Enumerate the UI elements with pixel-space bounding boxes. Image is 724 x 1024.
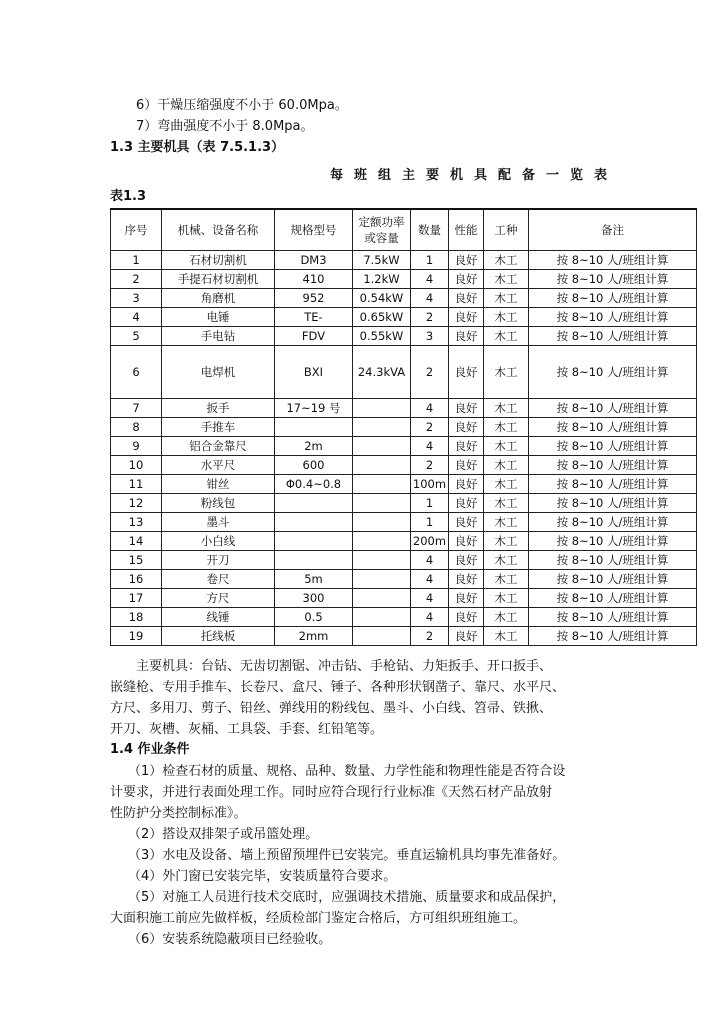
cell-name: 卷尺 [162,570,275,589]
cell-quantity: 3 [411,327,449,346]
cell-trade: 木工 [484,494,529,513]
main-tools-line: 主要机具：台钻、无齿切割锯、冲击钻、手枪钻、力矩扳手、开口扳手、 [136,659,553,674]
table-row [111,513,697,532]
cell-index: 18 [111,608,162,627]
cell-condition: 良好 [449,251,484,270]
table-row [111,437,697,456]
cell-quantity: 4 [411,270,449,289]
condition-line: （5）对施工人员进行技术交底时，应强调技术措施、质量要求和成品保护， [128,890,566,905]
table-label: 表1.3 [110,189,147,204]
cell-model: 2m [275,437,353,456]
cell-power: 0.55kW [353,327,411,346]
cell-remark: 按 8~10 人/班组计算 [529,570,697,589]
table-row [111,456,697,475]
cell-power [353,494,411,513]
cell-index: 17 [111,589,162,608]
cell-model [275,418,353,437]
cell-name: 小白线 [162,532,275,551]
cell-name: 墨斗 [162,513,275,532]
cell-remark: 按 8~10 人/班组计算 [529,437,697,456]
item-7-text: 7）弯曲强度不小于 8.0Mpa。 [136,119,314,134]
equipment-table [110,208,697,646]
condition-line: 性防护分类控制标准》。 [110,806,247,821]
cell-name: 角磨机 [162,289,275,308]
cell-model: 5m [275,570,353,589]
cell-quantity: 4 [411,551,449,570]
cell-trade: 木工 [484,456,529,475]
cell-model: 2mm [275,627,353,646]
section-1-4-heading: 1.4 作业条件 [110,742,190,757]
item-6-text: 6）干燥压缩强度不小于 60.0Mpa。 [136,98,348,113]
cell-condition: 良好 [449,270,484,289]
table-row [111,475,697,494]
cell-trade: 木工 [484,327,529,346]
cell-model: 952 [275,289,353,308]
table-row [111,551,697,570]
cell-condition: 良好 [449,627,484,646]
cell-remark: 按 8~10 人/班组计算 [529,289,697,308]
cell-name: 铝合金靠尺 [162,437,275,456]
cell-power: 24.3kVA [353,346,411,399]
header-model: 规格型号 [275,209,353,251]
cell-quantity: 2 [411,418,449,437]
cell-quantity: 200m [411,532,449,551]
cell-trade: 木工 [484,551,529,570]
cell-name: 电锤 [162,308,275,327]
cell-trade: 木工 [484,346,529,399]
condition-line: （2）搭设双排架子或吊篮处理。 [128,827,319,842]
cell-model [275,551,353,570]
cell-model: BXI [275,346,353,399]
cell-index: 4 [111,308,162,327]
cell-power [353,475,411,494]
cell-condition: 良好 [449,456,484,475]
table-row [111,270,697,289]
cell-power [353,418,411,437]
cell-condition: 良好 [449,399,484,418]
cell-name: 开刀 [162,551,275,570]
cell-index: 3 [111,289,162,308]
cell-remark: 按 8~10 人/班组计算 [529,399,697,418]
cell-power [353,399,411,418]
cell-name: 手电钻 [162,327,275,346]
cell-power [353,627,411,646]
cell-index: 19 [111,627,162,646]
cell-model: DM3 [275,251,353,270]
cell-power: 0.65kW [353,308,411,327]
cell-index: 15 [111,551,162,570]
cell-trade: 木工 [484,437,529,456]
cell-remark: 按 8~10 人/班组计算 [529,589,697,608]
condition-line: 大面积施工前应先做样板，经质检部门鉴定合格后，方可组织班组施工。 [110,911,527,926]
cell-remark: 按 8~10 人/班组计算 [529,270,697,289]
cell-condition: 良好 [449,418,484,437]
cell-index: 11 [111,475,162,494]
header-quantity: 数量 [411,209,449,251]
cell-name: 水平尺 [162,456,275,475]
cell-remark: 按 8~10 人/班组计算 [529,532,697,551]
cell-trade: 木工 [484,627,529,646]
cell-index: 5 [111,327,162,346]
cell-trade: 木工 [484,289,529,308]
conditions-paragraph [110,761,700,950]
cell-power: 7.5kW [353,251,411,270]
cell-remark: 按 8~10 人/班组计算 [529,608,697,627]
cell-quantity: 2 [411,346,449,399]
cell-quantity: 100m [411,475,449,494]
cell-remark: 按 8~10 人/班组计算 [529,308,697,327]
cell-index: 10 [111,456,162,475]
cell-power: 0.54kW [353,289,411,308]
table-row [111,399,697,418]
cell-name: 扳手 [162,399,275,418]
cell-remark: 按 8~10 人/班组计算 [529,418,697,437]
condition-line: （1）检查石材的质量、规格、品种、数量、力学性能和物理性能是否符合设 [128,764,566,779]
cell-trade: 木工 [484,589,529,608]
table-row [111,327,697,346]
cell-power: 1.2kW [353,270,411,289]
cell-remark: 按 8~10 人/班组计算 [529,475,697,494]
cell-trade: 木工 [484,251,529,270]
cell-name: 粉线包 [162,494,275,513]
cell-index: 6 [111,346,162,399]
cell-condition: 良好 [449,589,484,608]
cell-quantity: 2 [411,456,449,475]
cell-power [353,456,411,475]
cell-quantity: 1 [411,251,449,270]
cell-index: 8 [111,418,162,437]
cell-index: 16 [111,570,162,589]
main-tools-line: 方尺、多用刀、剪子、铅丝、弹线用的粉线包、墨斗、小白线、笤帚、铁揪、 [110,701,553,716]
cell-index: 13 [111,513,162,532]
cell-trade: 木工 [484,475,529,494]
cell-quantity: 4 [411,608,449,627]
cell-name: 方尺 [162,589,275,608]
cell-remark: 按 8~10 人/班组计算 [529,346,697,399]
header-power: 定额功率或容量 [353,209,411,251]
table-row [111,251,697,270]
cell-name: 手提石材切割机 [162,270,275,289]
table-row [111,346,697,399]
cell-remark: 按 8~10 人/班组计算 [529,551,697,570]
table-row [111,627,697,646]
cell-model: 410 [275,270,353,289]
cell-model [275,494,353,513]
table-header-row [111,209,697,251]
cell-quantity: 2 [411,308,449,327]
cell-name: 钳丝 [162,475,275,494]
cell-trade: 木工 [484,270,529,289]
cell-power [353,551,411,570]
cell-condition: 良好 [449,608,484,627]
condition-line: 计要求，并进行表面处理工作。同时应符合现行行业标准《天然石材产品放射 [110,785,553,800]
cell-condition: 良好 [449,494,484,513]
cell-model: 300 [275,589,353,608]
cell-index: 2 [111,270,162,289]
condition-line: （6）安装系统隐蔽项目已经验收。 [128,932,332,947]
cell-model: FDV [275,327,353,346]
condition-line: （4）外门窗已安装完毕，安装质量符合要求。 [128,869,397,884]
cell-model [275,513,353,532]
cell-remark: 按 8~10 人/班组计算 [529,627,697,646]
cell-index: 14 [111,532,162,551]
cell-power [353,532,411,551]
cell-condition: 良好 [449,551,484,570]
cell-quantity: 4 [411,589,449,608]
cell-quantity: 1 [411,494,449,513]
table-row [111,589,697,608]
cell-power [353,513,411,532]
cell-name: 电焊机 [162,346,275,399]
header-condition: 性能 [449,209,484,251]
main-tools-line: 开刀、灰槽、灰桶、工具袋、手套、红铅笔等。 [110,722,384,737]
cell-condition: 良好 [449,346,484,399]
table-row [111,418,697,437]
table-row [111,570,697,589]
table-row [111,289,697,308]
cell-trade: 木工 [484,570,529,589]
cell-name: 石材切割机 [162,251,275,270]
cell-quantity: 4 [411,399,449,418]
cell-condition: 良好 [449,327,484,346]
table-body [111,251,697,646]
cell-quantity: 1 [411,513,449,532]
cell-condition: 良好 [449,289,484,308]
cell-condition: 良好 [449,308,484,327]
cell-name: 手推车 [162,418,275,437]
cell-remark: 按 8~10 人/班组计算 [529,494,697,513]
cell-name: 托线板 [162,627,275,646]
cell-model: TE- [275,308,353,327]
cell-quantity: 4 [411,289,449,308]
cell-power [353,570,411,589]
cell-remark: 按 8~10 人/班组计算 [529,327,697,346]
table-row [111,494,697,513]
cell-condition: 良好 [449,570,484,589]
cell-remark: 按 8~10 人/班组计算 [529,251,697,270]
cell-index: 9 [111,437,162,456]
cell-model: 0.5 [275,608,353,627]
main-tools-paragraph [110,656,700,740]
cell-model: Φ0.4~0.8 [275,475,353,494]
cell-trade: 木工 [484,418,529,437]
table-row [111,608,697,627]
cell-power [353,589,411,608]
main-tools-line: 嵌缝枪、专用手推车、长卷尺、盒尺、锤子、各种形状钢凿子、靠尺、水平尺、 [110,680,566,695]
cell-model [275,532,353,551]
cell-quantity: 4 [411,437,449,456]
condition-line: （3）水电及设备、墙上预留预埋件已安装完。垂直运输机具均事先准备好。 [128,848,566,863]
cell-index: 7 [111,399,162,418]
cell-model: 17~19 号 [275,399,353,418]
cell-power [353,608,411,627]
cell-remark: 按 8~10 人/班组计算 [529,513,697,532]
cell-trade: 木工 [484,513,529,532]
table-row [111,308,697,327]
header-remark: 备注 [529,209,697,251]
cell-name: 线锤 [162,608,275,627]
cell-remark: 按 8~10 人/班组计算 [529,456,697,475]
cell-condition: 良好 [449,475,484,494]
section-1-3-heading: 1.3 主要机具（表 7.5.1.3） [110,140,285,155]
cell-condition: 良好 [449,532,484,551]
cell-index: 12 [111,494,162,513]
cell-trade: 木工 [484,532,529,551]
cell-trade: 木工 [484,608,529,627]
cell-index: 1 [111,251,162,270]
cell-condition: 良好 [449,437,484,456]
cell-power [353,437,411,456]
cell-model: 600 [275,456,353,475]
cell-trade: 木工 [484,308,529,327]
cell-trade: 木工 [484,399,529,418]
header-index: 序号 [111,209,162,251]
table-row [111,532,697,551]
cell-quantity: 2 [411,627,449,646]
cell-condition: 良好 [449,513,484,532]
table-title: 每班组主要机具配备一览表 [330,168,619,183]
header-trade: 工种 [484,209,529,251]
header-name: 机械、设备名称 [162,209,275,251]
cell-quantity: 4 [411,570,449,589]
